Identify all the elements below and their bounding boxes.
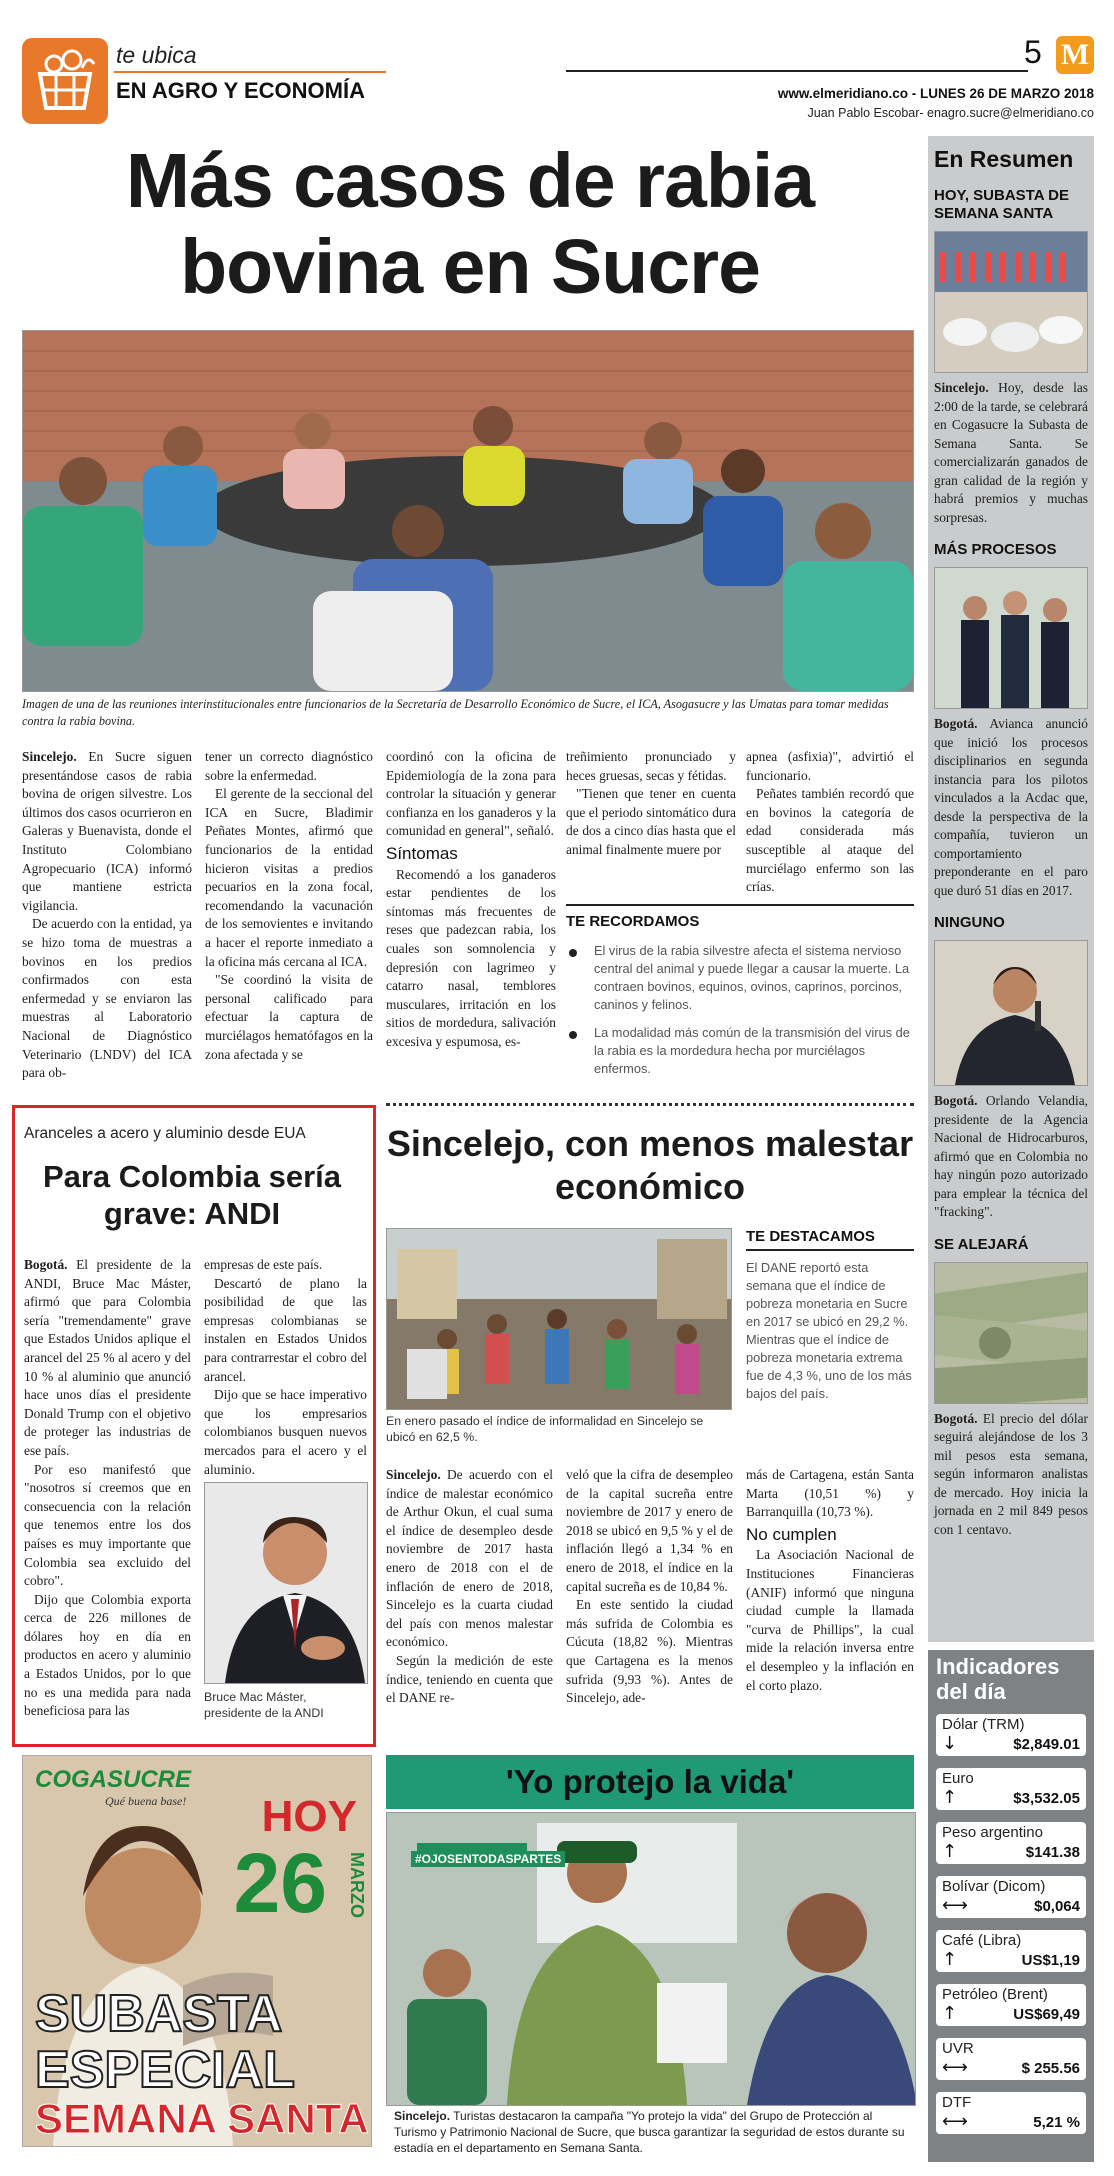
sidebar-item-head: SE ALEJARÁ: [934, 1235, 1029, 1253]
market-photo-caption: En enero pasado el índice de informalidad en Sincelejo se ubicó en 62,5 %.: [386, 1414, 704, 1444]
cogasucre-ad[interactable]: [22, 1755, 372, 2147]
recordamos-item: La modalidad más común de la transmisión del virus de la rabia es la mordedura hecha por murciélagos enfermos.: [566, 1024, 914, 1078]
protejo-banner: [386, 1755, 914, 1809]
ad-month: MARZO: [347, 1852, 367, 1918]
indicator-dolar: Dólar (TRM) ↓ $2,849.01: [936, 1714, 1086, 1756]
arrow-flat-icon: ⟷: [942, 2111, 968, 2132]
sidebar-item-text: Bogotá. Orlando Velandia, presidente de la Agencia Nacional de Hidrocarburos, afirmó que en Colombia no hay ningún pozo autorizado para emplear la técnica del "fracking".: [934, 1093, 1088, 1219]
arrow-flat-icon: ⟷: [942, 1895, 968, 1916]
cogasucre-brand: COGASUCRE Qué buena base!: [35, 1766, 192, 1808]
arrow-up-icon: ↑: [942, 2003, 958, 2024]
arrow-up-icon: ↑: [942, 1949, 958, 1970]
te-recordamos-box: [566, 904, 914, 1088]
arrow-down-icon: ↓: [942, 1733, 958, 1754]
sidebar-title: En Resumen: [934, 146, 1074, 172]
indicator-uvr: UVR ⟷ $ 255.56: [936, 2038, 1086, 2080]
recordamos-item: El virus de la rabia silvestre afecta el sistema nervioso central del animal y puede llegar a causar la muerte. La contraen bovinos, equinos, ovinos, caprinos, porcinos, caninos y felinos.: [566, 942, 914, 1014]
section-logo: [22, 38, 108, 124]
ad-hoy: HOY: [261, 1792, 357, 1841]
sidebar-item-text: Sincelejo. Hoy, desde las 2:00 de la tarde, se celebrará en Cogasucre la Subasta de Semana Santa. Se comercializarán ganados de gran calidad de la región y habrá premios y muchas sorpresas.: [934, 380, 1088, 525]
sincelejo-headline: Sincelejo, con menos malestar económico: [386, 1123, 914, 1207]
arrow-flat-icon: ⟷: [942, 2057, 968, 2078]
protejo-banner-hashtag: #OJOSENTODASPARTES: [411, 1851, 565, 1867]
main-col-3: coordinó con la oficina de Epidemiología de la zona para controlar la situación y generar confianza en los ganaderos y la comunidad en general", señaló. Síntomas Recomendó a los ganaderos estar pendientes de los síntomas más frecuentes de reses que padezcan rabia, los cuales son somnolencia y depresión con lagrimeo y catarro nasal, temblores musculares, irritación en los sitios de mordedura, salivación excesiva y espumosa, es-: [386, 749, 556, 1049]
indicadores-title: Indicadores del día: [936, 1654, 1060, 1704]
subhead-no-cumplen: No cumplen: [746, 1524, 837, 1544]
page-number: 5: [1024, 34, 1042, 70]
sidebar-item-head: MÁS PROCESOS: [934, 541, 1057, 558]
bruce-caption: Bruce Mac Máster, presidente de la ANDI: [204, 1690, 324, 1720]
arrow-up-icon: ↑: [942, 1787, 958, 1808]
main-photo-caption: Imagen de una de las reuniones interinstitucionales entre funcionarios de la Secretaría de Desarrollo Económico de Sucre, el ICA, Asogasucre y las Umatas para tomar medidas contra la rabia bovina.: [22, 697, 889, 728]
velandia-photo: [934, 940, 1088, 1086]
police-photo: [386, 1812, 916, 2106]
dollars-photo: [934, 1262, 1088, 1404]
meeting-photo: [22, 330, 914, 692]
indicadores-panel: [928, 1650, 1094, 2162]
indicator-dtf: DTF ⟷ 5,21 %: [936, 2092, 1086, 2134]
main-col-4: treñimiento pronunciado y heces gruesas, secas y fétidas. "Tienen que tener en cuenta que el periodo sintomático dura de dos a cinco días hasta que el animal finalmente muere por: [566, 749, 736, 857]
sincelejo-col-1: Sincelejo. De acuerdo con el índice de malestar económico de Arthur Okun, el cual suma el índice de desempleo desde noviembre de 2017 hasta enero de 2018 con el de inflación de enero de 2018, Sincelejo es la cuarta ciudad del país con menos malestar económico. Según la medición de este índice, teniendo en cuenta que el DANE re-: [386, 1467, 553, 1706]
bullet-icon: [569, 1031, 577, 1039]
police-photo-caption: Sincelejo. Turistas destacaron la campaña "Yo protejo la vida" del Grupo de Protección al Turismo y Patrimonio Nacional de Sucre, que busca garantizar la seguridad de estos durante su estadía en el departamento en Semana Santa.: [394, 2109, 905, 2155]
market-photo: [386, 1228, 732, 1410]
main-col-2: tener un correcto diagnóstico sobre la enfermedad. El gerente de la seccional del ICA en Sucre, Bladimir Peñates Montes, afirmó que funcionarios de la entidad hicieron visitas a predios pecuarios en la zona focal, recomendando la vacunación de los semovientes e invitando a hacer el reporte inmediato a la oficina más cercana al ICA. "Se coordinó la visita de personal calificado para efectuar la captura de murciélagos hematófagos en la zona afectada y se: [205, 749, 373, 1062]
section-title: EN AGRO Y ECONOMÍA: [116, 78, 365, 103]
sidebar-content: [934, 136, 1088, 1539]
newspaper-logo: M: [1056, 36, 1094, 74]
main-col-5: apnea (asfixia)", advirtió el funcionario. Peñates también recordó que en bovinos la categoría de edad considerada más susceptible al ataque del murciélago enfermo son las crías.: [746, 749, 914, 895]
te-recordamos-title: TE RECORDAMOS: [566, 913, 700, 930]
indicator-peso-argentino: Peso argentino ↑ $141.38: [936, 1822, 1086, 1864]
bruce-photo: [204, 1482, 368, 1684]
te-destacamos-box: [746, 1228, 914, 1403]
sincelejo-col-3: más de Cartagena, están Santa Marta (10,51 %) y Barranquilla (10,73 %). No cumplen La Asociación Nacional de Instituciones Financieras (ANIF) informó que ninguna ciudad cumple la llamada "curva de Phillips", la cual mide la relación inversa entre el desempleo y la inflación en el corto plazo.: [746, 1467, 914, 1693]
subhead-sintomas: Síntomas: [386, 843, 458, 863]
indicator-petroleo: Petróleo (Brent) ↑ US$69,49: [936, 1984, 1086, 2026]
ad-line2: ESPECIAL: [35, 2041, 296, 2099]
sincelejo-col-2: veló que la cifra de desempleo de la capital sucreña entre noviembre de 2017 y enero de 2018 se ubicó en 9,5 % y el de inflación llegó a 1,34 % en enero de 2018, el índice en la capital sucreña es de 10,84 %. En este sentido la ciudad más sufrida de Colombia es Cúcuta (18,82 %). Mientras que Cartagena es la menos sufrida (9,93 %). Antes de Sincelejo, ade-: [566, 1467, 733, 1706]
site-date: www.elmeridiano.co - LUNES 26 DE MARZO 2018: [777, 86, 1094, 101]
sidebar-item-text: Bogotá. El precio del dólar seguirá alejándose de los 3 mil pesos esta semana, según informaron analistas de mercado. Hoy inicia la jornada en 2 mil 849 pesos con 1 centavo.: [934, 1410, 1088, 1537]
basket-icon: [22, 38, 108, 124]
andi-kicker: Aranceles a acero y aluminio desde EUA: [24, 1125, 306, 1142]
auction-photo: [934, 231, 1088, 373]
section-kicker: te ubica: [116, 42, 197, 68]
arrow-up-icon: ↑: [942, 1841, 958, 1862]
ad-line1: SUBASTA: [35, 1985, 283, 2043]
protejo-headline: 'Yo protejo la vida': [505, 1763, 795, 1800]
andi-col-2: empresas de este país. Descartó de plano la posibilidad de que las empresas colombianas se instalen en Estados Unidos para contrarrestar el cobro del arancel. Dijo que se hace imperativo que los empresarios colombianos busquen nuevos mercados para el acero y el aluminio.: [204, 1257, 367, 1477]
main-headline: Más casos de rabia bovina en Sucre: [125, 138, 815, 310]
ad-day: 26: [233, 1836, 327, 1930]
andi-col-1: Bogotá. El presidente de la ANDI, Bruce Mac Máster, afirmó que para Colombia sería "tremendamente" grave que Estados Unidos aplique el arancel del 25 % al acero y del 10 % al aluminio que anunció hace unos días el presidente Donald Trump con el objetivo de proteger las industrias de ese país. Por eso manifestó que "nosotros sí creemos que en consecuencia con la relación que tenemos entre los dos países es muy importante que Colombia sea excluido del cobro". Dijo que Colombia exporta cerca de 226 millones de dólares hoy en día en productos en acero y aluminio a Estados Unidos, por lo que no es una medida para nada beneficiosa para las: [24, 1257, 191, 1719]
andi-headline: Para Colombia sería grave: ANDI: [42, 1159, 342, 1231]
sidebar-item-head: NINGUNO: [934, 914, 1005, 931]
indicator-bolivar: Bolívar (Dicom) ⟷ $0,064: [936, 1876, 1086, 1918]
sidebar-item-head: HOY, SUBASTA DE SEMANA SANTA: [934, 187, 1070, 222]
ad-line3: SEMANA SANTA: [35, 2095, 369, 2142]
byline: Juan Pablo Escobar- enagro.sucre@elmeridiano.co: [807, 106, 1094, 120]
indicator-euro: Euro ↑ $3,532.05: [936, 1768, 1086, 1810]
main-col-1: Sincelejo. En Sucre siguen presentándose casos de rabia bovina de origen silvestre. Los últimos dos casos ocurrieron en Galeras y Buenavista, donde el Instituto Colombiano Agropecuario (ICA) informó que mantiene estricta vigilancia. De acuerdo con la entidad, ya se hizo toma de muestras a bovinos en los predios confirmados con esta enfermedad y se enviaron las muestras al Laboratorio Nacional de Diagnóstico Veterinario (LNDV) del ICA para ob-: [22, 749, 192, 1081]
bullet-icon: [569, 949, 577, 957]
pilots-photo: [934, 567, 1088, 709]
te-destacamos-text: El DANE reportó esta semana que el índice de pobreza monetaria en Sucre en 2017 se ubicó en 29,2 %. Mientras que el índice de pobreza monetaria extrema fue de 4,3 %, uno de los más bajos del país.: [746, 1260, 912, 1401]
indicator-cafe: Café (Libra) ↑ US$1,19: [936, 1930, 1086, 1972]
te-destacamos-title: TE DESTACAMOS: [746, 1228, 875, 1245]
sidebar-item-text: Bogotá. Avianca anunció que inició los procesos disciplinarios en segunda instancia para los pilotos vinculados a la Acdac que, desde la perspectiva de la compañía, tuvieron un comportamiento preponderante en el paro que duró 51 días en 2017.: [934, 716, 1088, 898]
